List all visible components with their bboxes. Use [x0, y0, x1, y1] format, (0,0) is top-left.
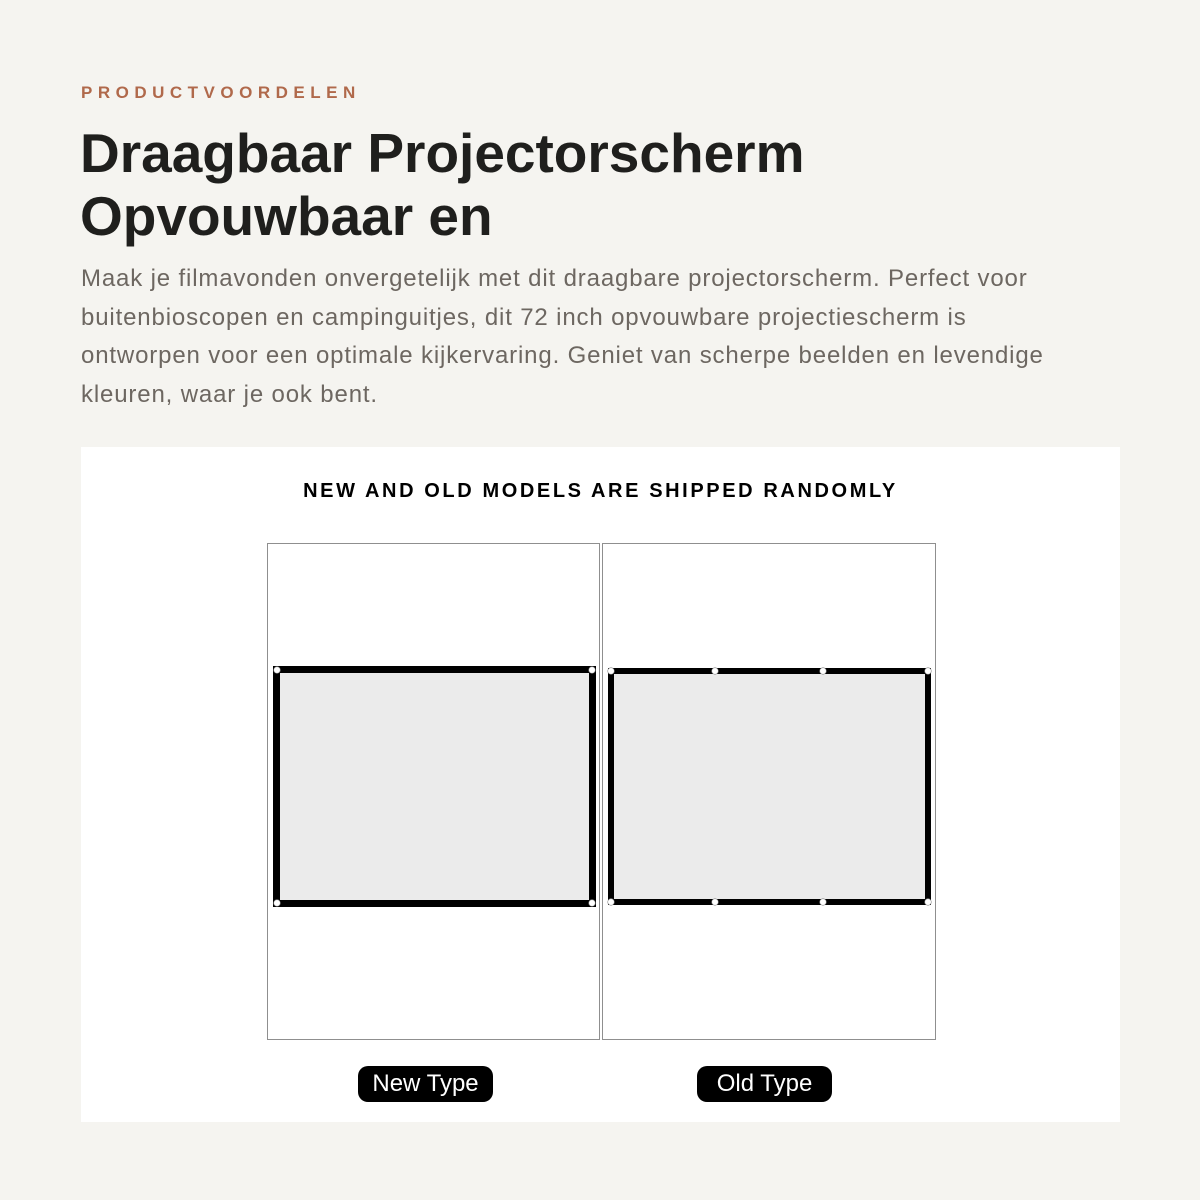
- description-line: kleuren, waar je ook bent.: [81, 380, 378, 408]
- screen-surface: [280, 673, 589, 900]
- description-line: ontworpen voor een optimale kijkervaring. Geniet van scherpe beelden en levendige: [81, 342, 1044, 369]
- grommet: [925, 668, 931, 674]
- grommet: [274, 667, 280, 673]
- description-line: Maak je filmavonden onvergetelijk met dit draagbare projectorscherm. Perfect voor: [81, 265, 1028, 292]
- grommet: [712, 899, 718, 905]
- product-title-line: Draagbaar Projectorscherm: [80, 122, 805, 184]
- shipping-notice: NEW AND OLD MODELS ARE SHIPPED RANDOMLY: [303, 480, 898, 502]
- grommet: [608, 668, 614, 674]
- projector-screen-illustration: [608, 668, 931, 905]
- variant-label-new: New Type: [358, 1066, 493, 1102]
- grommet: [820, 668, 826, 674]
- product-title: [80, 122, 804, 248]
- grommet: [608, 899, 614, 905]
- product-description: [81, 260, 1044, 414]
- description-line: buitenbioscopen en campinguitjes, dit 72 inch opvouwbare projectiescherm is: [81, 303, 967, 331]
- section-eyebrow: PRODUCTVOORDELEN: [81, 83, 361, 102]
- variant-card-old: [602, 543, 936, 1040]
- grommet: [274, 900, 280, 906]
- grommet: [712, 668, 718, 674]
- grommet: [820, 899, 826, 905]
- grommet: [589, 667, 595, 673]
- projector-screen-illustration: [273, 666, 596, 907]
- variant-label-old: Old Type: [697, 1066, 832, 1102]
- grommet: [925, 899, 931, 905]
- product-title-line: Opvouwbaar en: [80, 185, 493, 247]
- product-image: [81, 447, 1120, 1122]
- grommet: [589, 900, 595, 906]
- screen-surface: [614, 674, 925, 899]
- variant-card-new: [267, 543, 600, 1040]
